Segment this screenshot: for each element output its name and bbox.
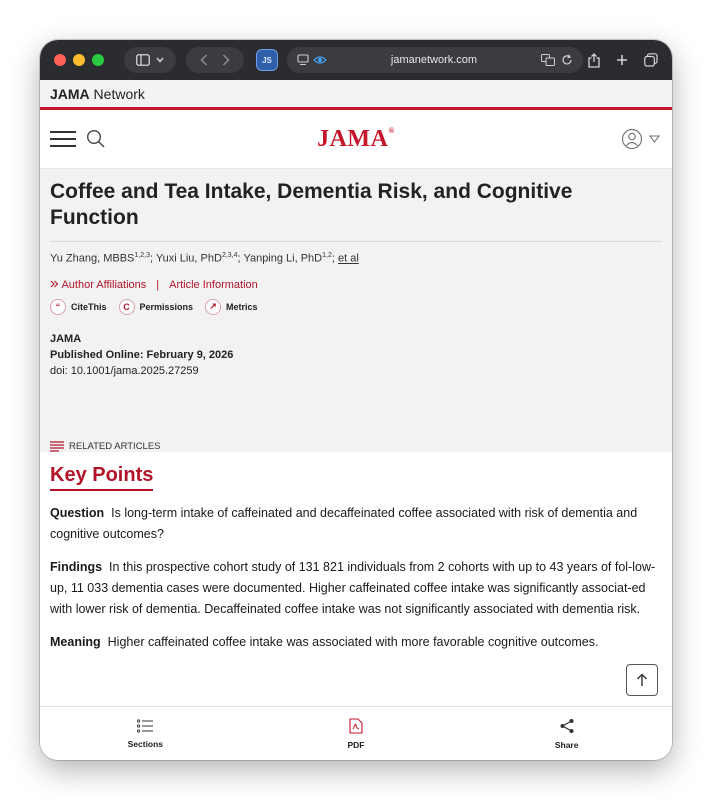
metrics-label: Metrics	[226, 301, 258, 312]
network-brand-rest: Network	[89, 85, 145, 102]
list-icon	[50, 441, 64, 452]
site-header	[40, 110, 672, 169]
arrow-up-icon	[636, 673, 648, 687]
tab-overview-icon[interactable]	[644, 53, 658, 67]
findings-lead: Findings	[50, 560, 103, 574]
logo-mark: ®	[388, 125, 395, 135]
trend-icon: ↗	[205, 299, 221, 315]
share-nodes-icon	[559, 718, 575, 734]
author-affiliation-sup: 1,2,3	[134, 252, 150, 259]
jama-network-bar[interactable]	[40, 80, 672, 110]
forward-icon[interactable]	[222, 54, 230, 66]
browser-toolbar	[40, 40, 672, 80]
metrics-button[interactable]	[205, 299, 258, 315]
doi[interactable]: doi: 10.1001/jama.2025.27259	[50, 364, 199, 377]
user-icon[interactable]	[621, 128, 643, 150]
quote-icon: “	[50, 299, 66, 315]
browser-window	[40, 40, 672, 760]
cite-this-button[interactable]	[50, 299, 107, 315]
author-list: Yu Zhang, MBBS$^{1,2,3}$; Yuxi Liu, PhD$^{2,3,4}$; Yanping Li, PhD$^{1,2}$; et al	[50, 252, 359, 265]
findings-text: In this prospective cohort study of 131 821 individuals from 2 cohorts with up to 43 years of fol-low-up, 11 033 dementia cases were documented. Higher caffeinated coffee intake was significantly associat-ed with lower risk of dementia. Decaffeinated coffee intake was not significantly associated with dementia risk.	[50, 560, 656, 616]
journal-name: JAMA	[50, 332, 82, 345]
author-affiliation-sup: 1,2	[322, 252, 332, 259]
key-point-findings	[50, 557, 662, 620]
double-chevron-right-icon	[50, 280, 59, 288]
author-affiliations-link[interactable]	[50, 279, 146, 291]
article-header	[40, 169, 672, 452]
logo-text: JAMA	[317, 125, 389, 152]
network-brand-bold: JAMA	[50, 85, 90, 102]
question-text: Is long-term intake of caffeinated and decaffeinated coffee associated with risk of dementia and cognitive outcomes?	[50, 506, 638, 541]
key-point-question	[50, 503, 662, 545]
chevron-down-icon	[156, 57, 164, 63]
sidebar-toggle-button[interactable]	[124, 47, 176, 73]
zoom-window-button[interactable]	[92, 54, 104, 66]
article-information-link[interactable]: Article Information	[169, 278, 258, 291]
author-link[interactable]: Yu Zhang, MBBS	[50, 252, 135, 265]
back-icon[interactable]	[200, 54, 208, 66]
key-point-meaning	[50, 632, 662, 653]
window-controls	[54, 54, 104, 66]
url-text[interactable]: jamanetwork.com	[390, 54, 478, 66]
meaning-text: Higher caffeinated coffee intake was associated with more favorable cognitive outcomes.	[107, 635, 599, 649]
related-articles-label: RELATED ARTICLES	[69, 440, 161, 452]
reload-icon[interactable]	[561, 54, 573, 66]
privacy-eye-icon[interactable]	[313, 55, 327, 65]
bottom-toolbar	[40, 706, 672, 760]
article-title: Coffee and Tea Intake, Dementia Risk, and Cognitive Function	[50, 179, 662, 242]
minimize-window-button[interactable]	[73, 54, 85, 66]
cite-this-label: CiteThis	[71, 301, 107, 312]
sections-list-icon	[137, 719, 153, 733]
pdf-label: PDF	[347, 739, 365, 750]
jama-logo[interactable]	[40, 126, 672, 153]
sections-button[interactable]	[85, 719, 205, 749]
author-link[interactable]: Yuxi Liu, PhD	[155, 252, 222, 265]
new-tab-icon[interactable]	[616, 54, 628, 66]
permissions-label: Permissions	[139, 301, 194, 312]
question-lead: Question	[50, 506, 105, 520]
share-button[interactable]	[507, 718, 627, 750]
caret-down-icon[interactable]	[649, 135, 660, 143]
extension-icon[interactable]: JS	[256, 49, 278, 71]
pdf-icon	[349, 718, 363, 734]
reader-icon[interactable]	[297, 54, 309, 66]
author-affiliations-label: Author Affiliations	[61, 278, 147, 291]
article-info-links	[50, 279, 662, 291]
article-content	[40, 452, 672, 706]
author-affiliation-sup: 2,3,4	[221, 252, 238, 259]
article-actions	[50, 299, 662, 315]
toolbar-right	[588, 53, 658, 68]
translate-icon[interactable]	[541, 54, 555, 66]
sidebar-icon	[136, 54, 150, 66]
et-al-link[interactable]: et al	[337, 252, 359, 265]
key-points-heading: Key Points	[50, 464, 153, 491]
meaning-lead: Meaning	[50, 635, 101, 649]
related-articles-toggle[interactable]	[50, 441, 662, 452]
copyright-icon: C	[119, 299, 135, 315]
sections-label: Sections	[127, 738, 164, 749]
navigation-buttons	[186, 47, 244, 73]
account-menu[interactable]	[621, 128, 660, 150]
address-bar[interactable]	[287, 47, 583, 73]
link-separator: |	[156, 278, 160, 291]
published-date: Published Online: February 9, 2026	[50, 348, 234, 361]
share-label: Share	[554, 739, 579, 750]
back-to-top-button[interactable]	[626, 664, 658, 696]
pdf-button[interactable]	[296, 718, 416, 750]
share-icon[interactable]	[588, 53, 600, 68]
publication-meta	[50, 331, 662, 379]
close-window-button[interactable]	[54, 54, 66, 66]
permissions-button[interactable]	[119, 299, 194, 315]
author-link[interactable]: Yanping Li, PhD	[243, 252, 323, 265]
